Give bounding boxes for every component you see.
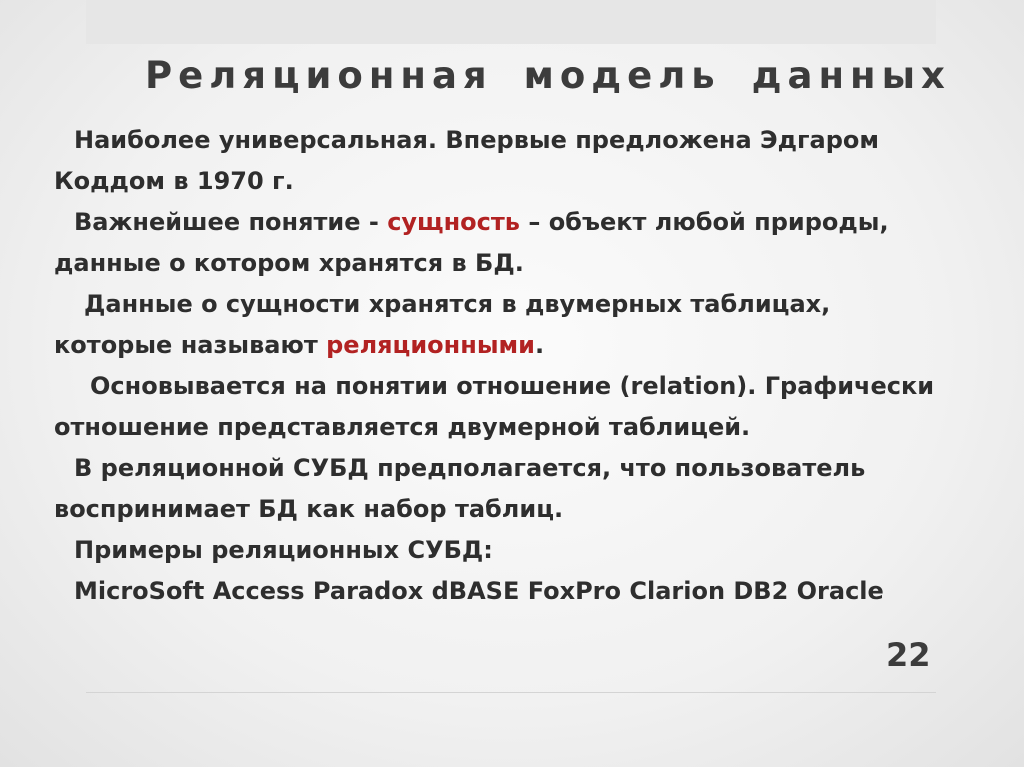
paragraph-line: данные о котором хранятся в БД. [54, 249, 524, 277]
paragraph-line: Данные о сущности хранятся в двумерных таблицах, [84, 290, 831, 318]
paragraph-line: отношение представляется двумерной таблицей. [54, 413, 751, 441]
paragraph-line: Коддом в 1970 г. [54, 167, 294, 195]
text-fragment: Важнейшее понятие - [74, 208, 388, 236]
slide-body [54, 120, 984, 612]
paragraph-user-view [54, 448, 984, 530]
text-fragment: которые называют [54, 331, 327, 359]
text-fragment: . [534, 331, 545, 359]
dbms-examples-list: MicroSoft Access Paradox dBASE FoxPro Clarion DB2 Oracle [74, 577, 884, 605]
slide-number: 22 [886, 636, 931, 674]
paragraph-line: Примеры реляционных СУБД: [74, 536, 493, 564]
paragraph-relation [54, 366, 984, 448]
paragraph-origin [54, 120, 984, 202]
paragraph-line: воспринимает БД как набор таблиц. [54, 495, 564, 523]
paragraph-tables [54, 284, 984, 366]
highlighted-term-relational: реляционными [326, 331, 535, 359]
highlighted-term-entity: сущность [387, 208, 520, 236]
bottom-divider [86, 692, 936, 693]
paragraph-entity [54, 202, 984, 284]
paragraph-examples [54, 530, 984, 612]
text-fragment: – объект любой природы, [519, 208, 889, 236]
top-bar [86, 0, 936, 44]
paragraph-line: Основывается на понятии отношение (relation). Графически [90, 372, 935, 400]
paragraph-line: Наиболее универсальная. Впервые предложена Эдгаром [74, 126, 880, 154]
paragraph-line [54, 325, 984, 366]
slide-title: Реляционная модель данных [145, 54, 951, 97]
paragraph-line: В реляционной СУБД предполагается, что пользователь [74, 454, 866, 482]
paragraph-line [54, 202, 984, 243]
